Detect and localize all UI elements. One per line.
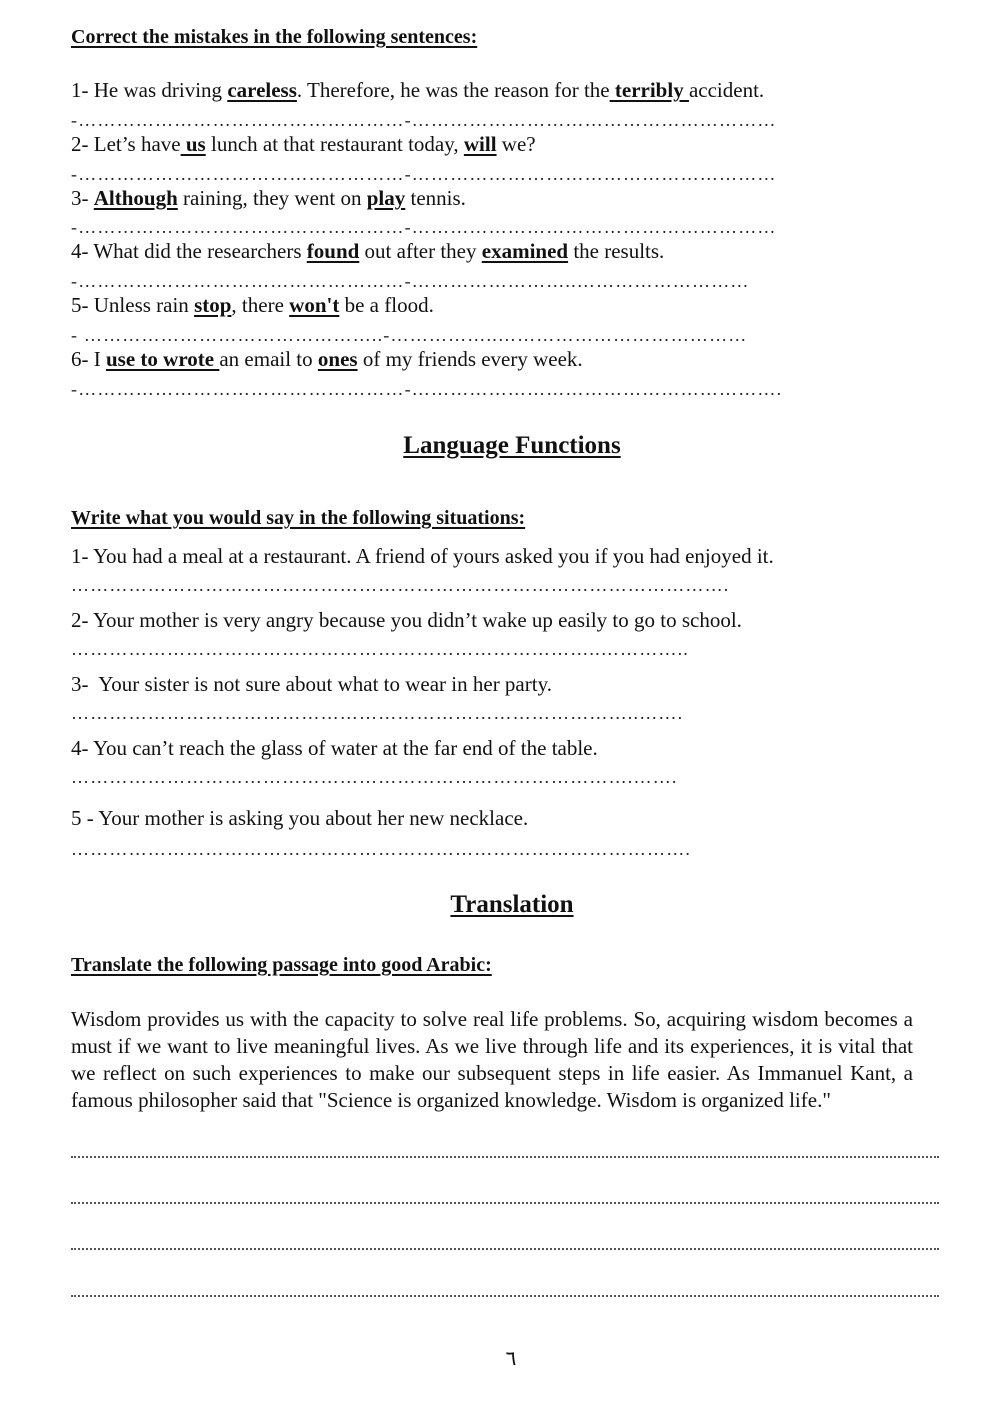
sentence-3: 3- Although raining, they went on play tennis. [71, 186, 466, 210]
language-functions-title: Language Functions [403, 432, 621, 459]
translation-answer-line[interactable] [71, 1248, 939, 1250]
sentence-2: 2- Let’s have us lunch at that restaurant today, will we? [71, 132, 536, 156]
answer-line[interactable]: -……………………………………………-…………………………………………………. [71, 379, 783, 399]
answer-line[interactable]: -……………………………………………-………………………………………………… [71, 110, 777, 130]
situation-5: 5 - Your mother is asking you about her new necklace. [71, 806, 529, 830]
mistake: will [463, 132, 497, 156]
answer-line[interactable]: -……………………………………………-………………………………………………… [71, 217, 777, 237]
answer-line[interactable]: …………………………………………………………………………….……. [71, 767, 678, 787]
answer-line[interactable]: ………………………………………………………………………..………….. [71, 639, 689, 659]
mistake: Although [93, 186, 178, 210]
answer-line[interactable]: …………………………………………………………………………………………. [71, 575, 730, 595]
mistake: play [366, 186, 406, 210]
situations-instruction: Write what you would say in the following situations: [71, 507, 526, 529]
situation-3: 3- Your sister is not sure about what to wear in her party. [71, 672, 552, 696]
mistake: terribly [609, 78, 689, 102]
translation-answer-line[interactable] [71, 1202, 939, 1204]
situation-4: 4- You can’t reach the glass of water at the far end of the table. [71, 736, 598, 760]
translation-answer-line[interactable] [71, 1156, 939, 1158]
translation-title: Translation [450, 891, 574, 918]
mistake: us [180, 132, 206, 156]
situation-1: 1- You had a meal at a restaurant. A friend of yours asked you if you had enjoyed it. [71, 544, 774, 568]
mistake: found [306, 239, 360, 263]
answer-line[interactable]: ……………………………………………………………………………………. [71, 839, 692, 859]
answer-line[interactable]: ……………………………………………………………………………..……. [71, 703, 684, 723]
mistake: won't [289, 293, 340, 317]
sentence-4: 4- What did the researchers found out after they examined the results. [71, 239, 665, 263]
sentence-1: 1- He was driving careless. Therefore, he was the reason for the terribly accident. [71, 78, 765, 102]
answer-line[interactable]: -……………………………………………-……………………..……………………… [71, 271, 750, 291]
mistake: use to wrote [106, 347, 220, 371]
sentence-5: 5- Unless rain stop, there won't be a flood. [71, 293, 434, 317]
answer-line[interactable]: - ………………………………………..-……………..………………………………… [71, 325, 748, 345]
sentence-6: 6- I use to wrote an email to ones of my friends every week. [71, 347, 583, 371]
mistake: ones [317, 347, 358, 371]
situation-2: 2- Your mother is very angry because you didn’t wake up easily to go to school. [71, 608, 742, 632]
translation-answer-line[interactable] [71, 1295, 939, 1297]
mistake: stop [194, 293, 232, 317]
mistake: careless [227, 78, 297, 102]
mistake: examined [481, 239, 569, 263]
translation-instruction: Translate the following passage into good Arabic: [71, 954, 492, 976]
answer-line[interactable]: -……………………………………………-………………………………………………… [71, 164, 777, 184]
page-number: ٦ [505, 1348, 517, 1370]
correct-mistakes-instruction: Correct the mistakes in the following sentences: [71, 26, 478, 48]
translation-passage: Wisdom provides us with the capacity to solve real life problems. So, acquiring wisdom becomes a must if we want to live meaningful lives. As we live through life and its experiences, it is vital that we reflect on such experiences to make our subsequent steps in life easier. As Immanuel Kant, a famous philosopher said that "Science is organized knowledge. Wisdom is organized life." [71, 1007, 913, 1112]
